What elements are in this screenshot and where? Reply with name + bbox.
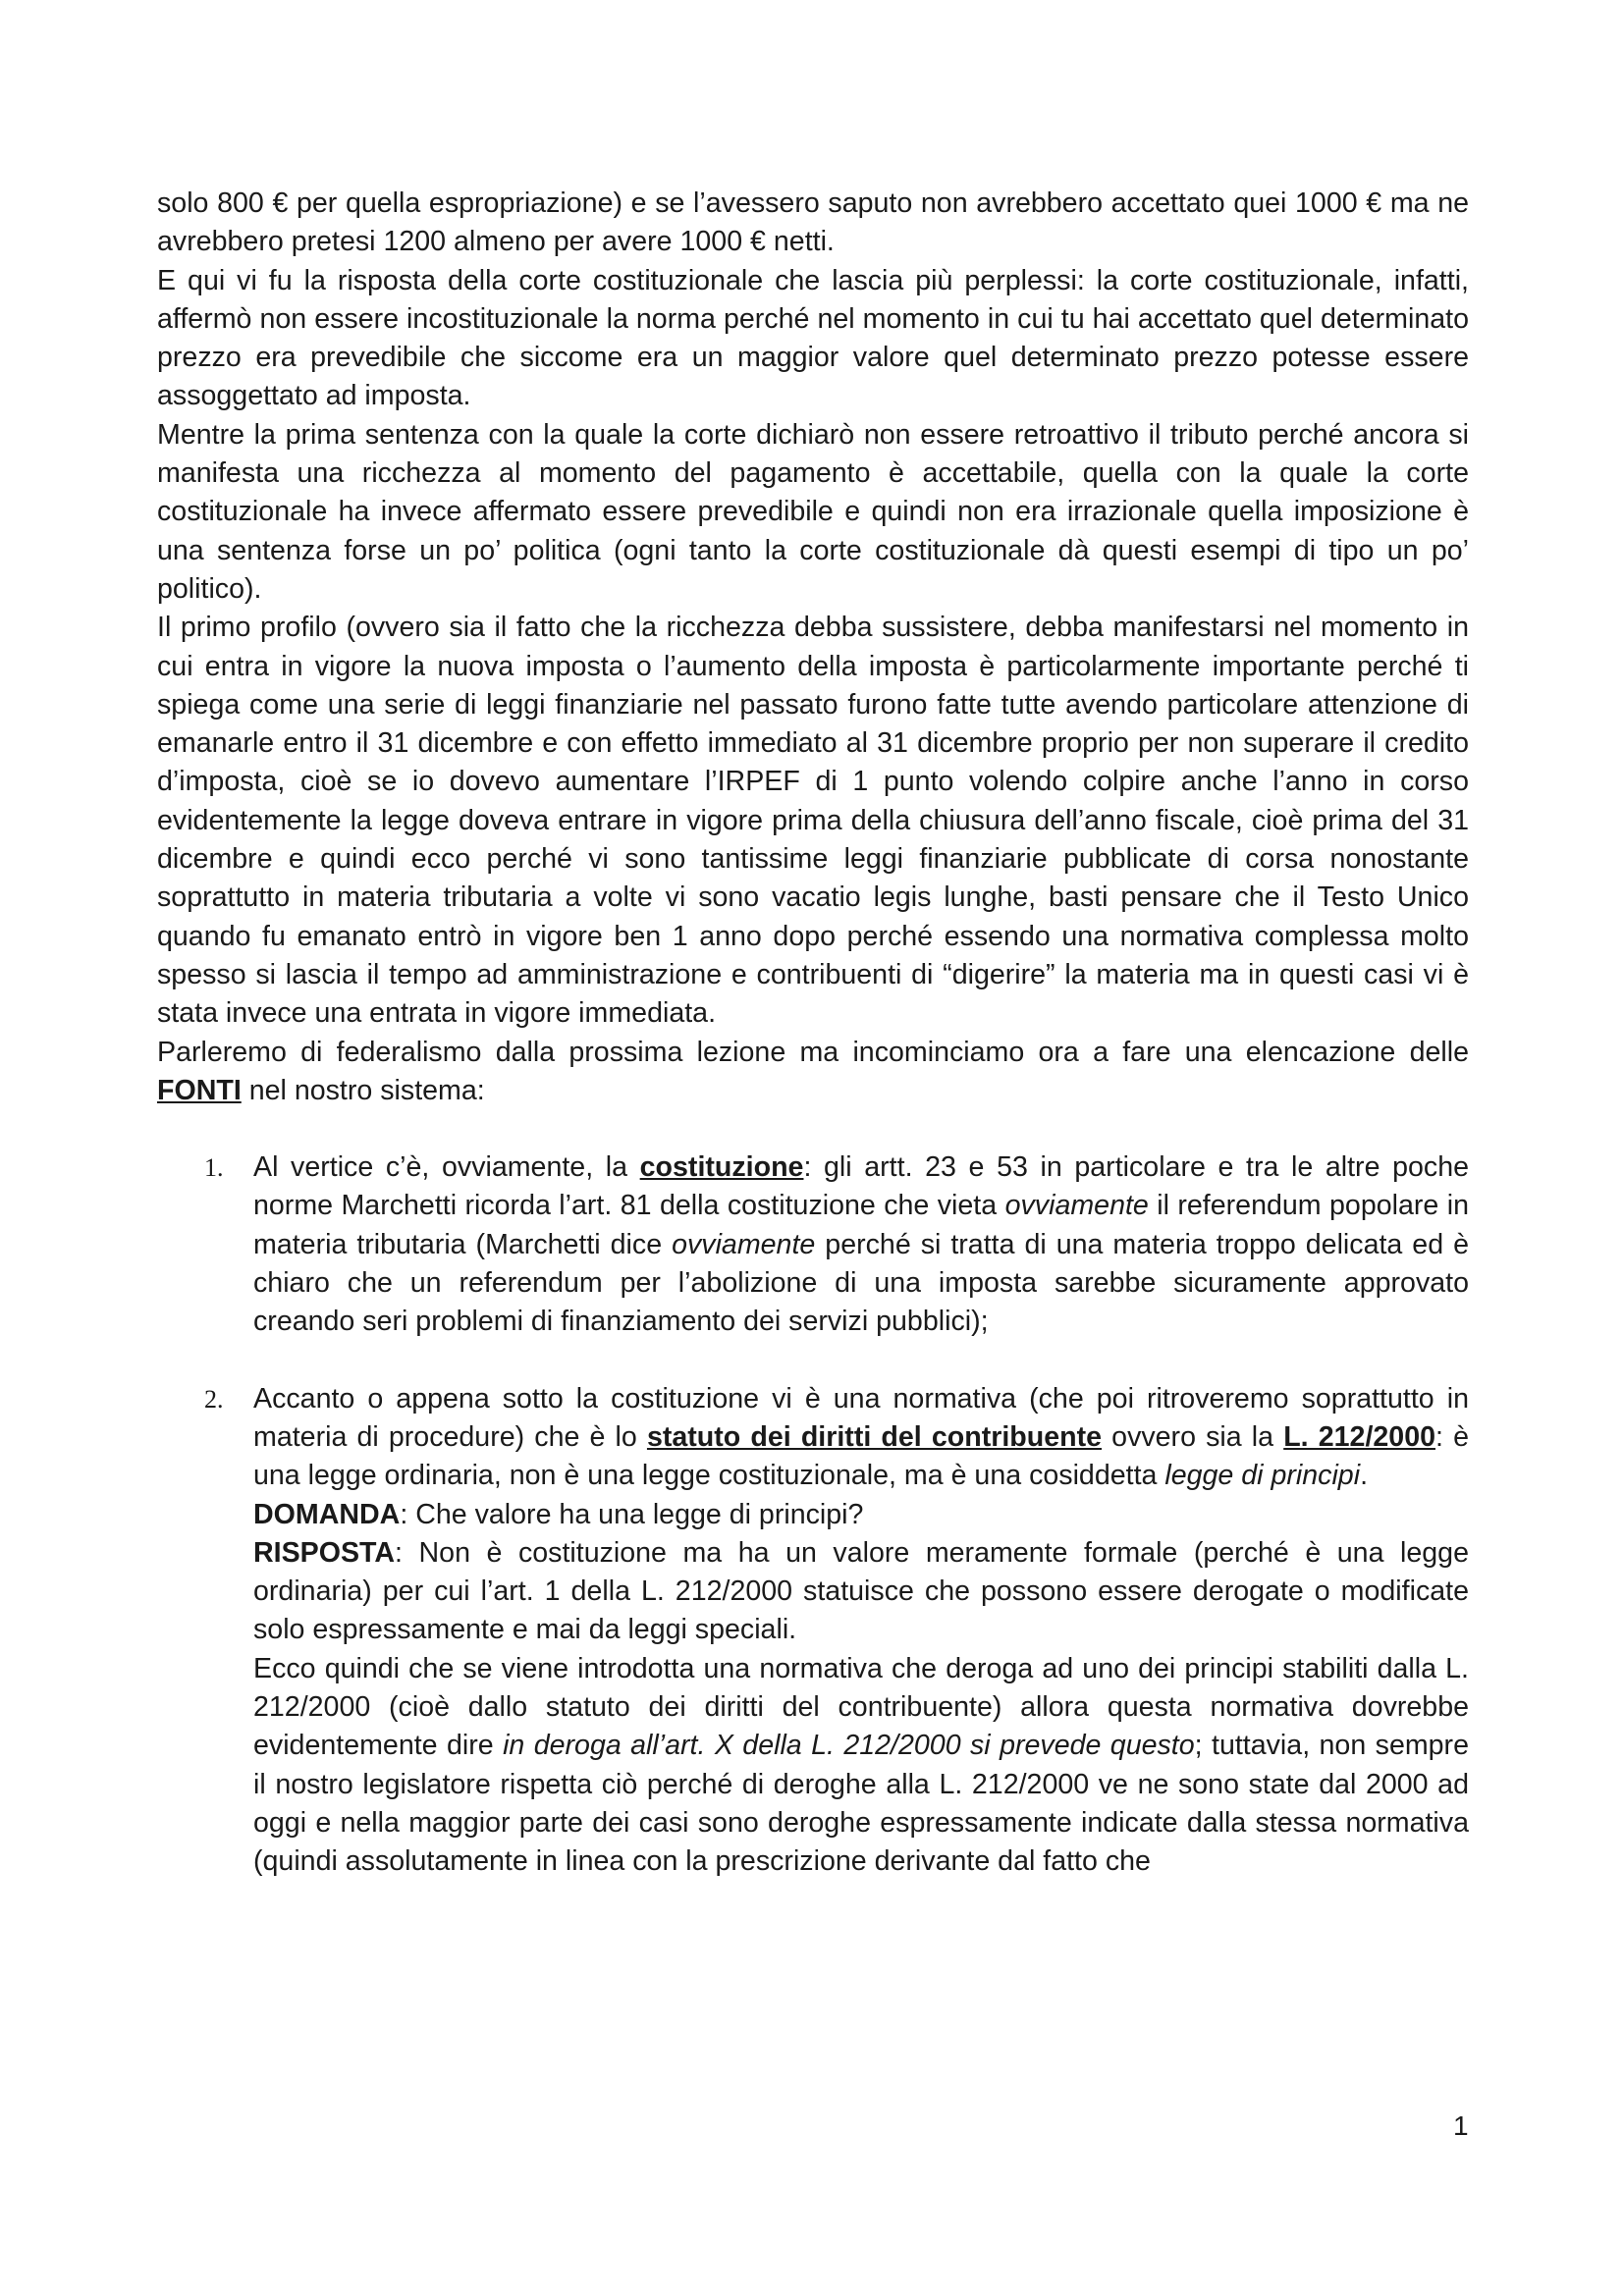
emphasis: legge di principi <box>1164 1460 1361 1492</box>
list-number: 2. <box>204 1384 224 1414</box>
list-item-costituzione <box>157 1148 1469 1341</box>
text-run: Accanto o appena sotto la costituzione vi è una normativa (che poi ritroveremo soprattutto in materia di procedure) che è lo <box>253 1382 1469 1453</box>
emphasis: in deroga all’art. X della L. 212/2000 si prevede questo <box>503 1730 1195 1762</box>
fonti-intro-text: Parleremo di federalismo dalla prossima lezione ma incominciamo ora a fare una elencazione delle <box>157 1036 1469 1068</box>
text-run: Al vertice c’è, ovviamente, la <box>253 1151 640 1184</box>
text-run: perché si tratta di una materia troppo delicata ed è chiaro che un referendum per l’abolizione di una imposta sarebbe sicuramente approvato creando seri problemi di finanziamento dei servizi pubblici); <box>253 1228 1469 1338</box>
fonti-list <box>157 1148 1469 1881</box>
costituzione-term: costituzione <box>639 1151 804 1184</box>
ecco-paragraph <box>253 1650 1469 1882</box>
paragraph-4: Il primo profilo (ovvero sia il fatto che la ricchezza debba sussistere, debba manifestarsi nel momento in cui entra in vigore la nuova imposta o l’aumento della imposta è particolarmente importante perché ti spiega come una serie di leggi finanziarie nel passato furono fatte tutte avendo particolare attenzione di emanarle entro il 31 dicembre e con effetto immediato al 31 dicembre proprio per non superare il credito d’imposta, cioè se io dovevo aumentare l’IRPEF di 1 punto volendo colpire anche l’anno in corso evidentemente la legge doveva entrare in vigore prima della chiusura dell’anno fiscale, cioè prima del 31 dicembre e quindi ecco perché vi sono tantissime leggi finanziarie pubblicate di corsa nonostante soprattutto in materia tributaria a volte vi sono vacatio legis lunghe, basti pensare che il Testo Unico quando fu emanato entrò in vigore ben 1 anno dopo perché essendo una normativa complessa molto spesso si lascia il tempo ad amministrazione e contribuenti di “digerire” la materia ma in questi casi vi è stata invece una entrata in vigore immediata. <box>157 612 1469 1030</box>
text-run: ovvero sia la <box>1102 1420 1284 1453</box>
paragraph-1: solo 800 € per quella espropriazione) e se l’avessero saputo non avrebbero accettato quei 1000 € ma ne avrebbero pretesi 1200 almeno per avere 1000 € netti. <box>157 187 1469 258</box>
domanda-label: DOMANDA <box>253 1498 401 1530</box>
paragraph-3: Mentre la prima sentenza con la quale la corte dichiarò non essere retroattivo il tributo perché ancora si manifesta una ricchezza al momento del pagamento è accettabile, quella con la quale la corte costituzionale ha invece affermato essere prevedibile e quindi non era irrazionale quella imposizione è una sentenza forse un po’ politica (ogni tanto la corte costituzionale dà questi esempi di tipo un po’ politico). <box>157 418 1469 605</box>
text-run: : è una legge ordinaria, non è una legge costituzionale, ma è una cosiddetta <box>253 1420 1469 1492</box>
fonti-heading: FONTI <box>157 1074 242 1106</box>
risposta-paragraph <box>253 1534 1469 1650</box>
document-page <box>157 185 1469 1919</box>
text-run: . <box>1360 1460 1369 1492</box>
risposta-text: : Non è costituzione ma ha un valore meramente formale (perché è una legge ordinaria) per cui l’art. 1 della L. 212/2000 statuisce che possono essere derogate o modificate solo espressamente e mai da leggi speciali. <box>253 1536 1469 1646</box>
paragraph-2: E qui vi fu la risposta della corte costituzionale che lascia più perplessi: la corte costituzionale, infatti, affermò non essere incostituzionale la norma perché nel momento in cui tu hai accettato quel determinato prezzo era prevedibile che siccome era un maggior valore quel determinato prezzo potesse essere assoggettato ad imposta. <box>157 264 1469 412</box>
text-run: il referendum popolare in materia tributaria (Marchetti dice <box>253 1190 1469 1260</box>
domanda-text: : Che valore ha una legge di principi? <box>400 1498 864 1530</box>
fonti-intro-paragraph <box>157 1034 1469 1111</box>
list-item-text <box>253 1380 1469 1496</box>
text-run: Ecco quindi che se viene introdotta una normativa che deroga ad uno dei principi stabiliti dalla L. 212/2000 (cioè dallo statuto dei diritti del contribuente) allora questa normativa dovrebbe evidentemente dire <box>253 1652 1469 1762</box>
page-number: 1 <box>1453 2110 1469 2141</box>
list-item-text <box>253 1148 1469 1341</box>
fonti-intro-tail: nel nostro sistema: <box>241 1074 485 1106</box>
emphasis: ovviamente <box>1004 1190 1149 1222</box>
statuto-term: statuto dei diritti del contribuente <box>646 1420 1103 1453</box>
list-item-statuto <box>157 1380 1469 1882</box>
list-number: 1. <box>204 1153 224 1183</box>
risposta-label: RISPOSTA <box>253 1536 396 1569</box>
text-run: : gli artt. 23 e 53 in particolare e tra le altre poche norme Marchetti ricorda l’art. 81 della costituzione che vieta <box>253 1151 1470 1222</box>
emphasis: ovviamente <box>672 1228 816 1260</box>
domanda-line <box>253 1496 1469 1534</box>
law-reference: L. 212/2000 <box>1283 1420 1436 1453</box>
text-run: ; tuttavia, non sempre il nostro legislatore rispetta ciò perché di deroghe alla L. 212/2000 ve ne sono state dal 2000 ad oggi e nella maggior parte dei casi sono deroghe espressamente indicate dalla stessa normativa (quindi assolutamente in linea con la prescrizione derivante dal fatto che <box>253 1730 1469 1878</box>
